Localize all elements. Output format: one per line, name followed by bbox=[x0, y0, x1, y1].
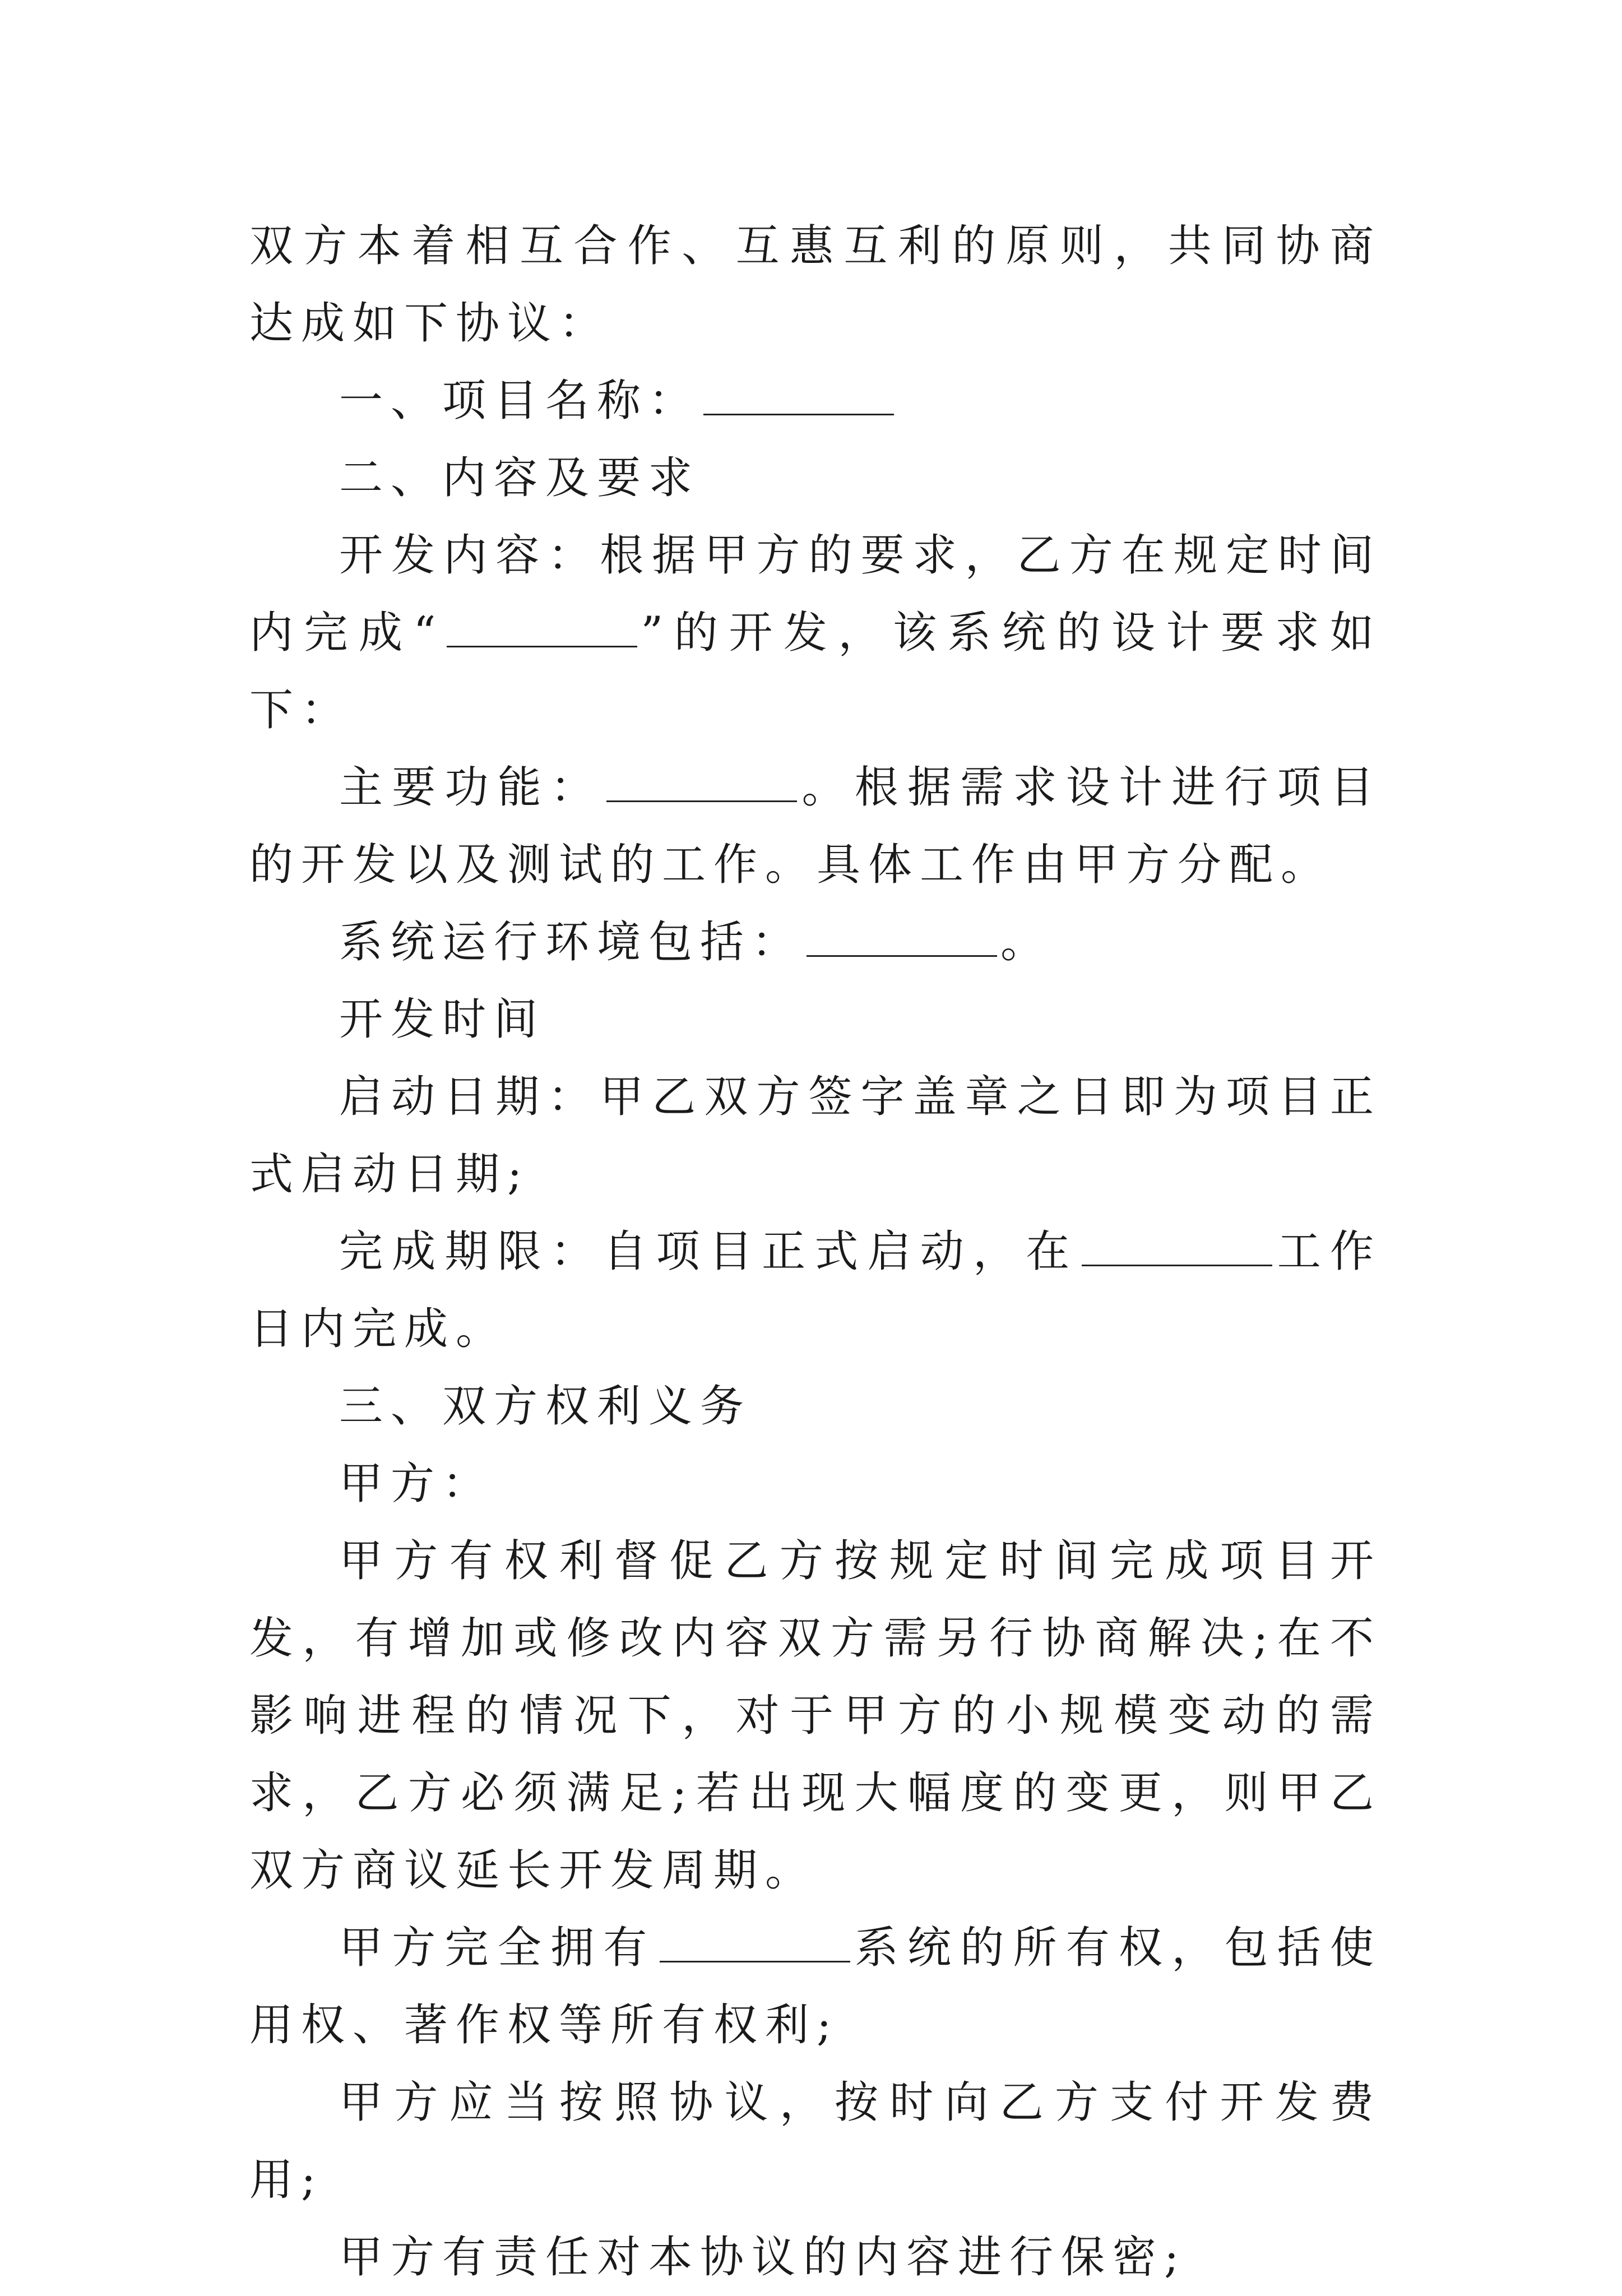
system-name-blank bbox=[447, 605, 637, 647]
ownership-text-post: 系统的所有权，包括使用权、著作权等所有权利; bbox=[249, 1923, 1382, 2050]
main-function-blank bbox=[606, 760, 797, 802]
runtime-env-paragraph bbox=[249, 904, 1382, 981]
dev-content-text-pre: 开发内容：根据甲方的要求，乙方在规定时间内完成“ bbox=[249, 530, 1382, 658]
project-name-label: 一、项目名称： bbox=[339, 376, 701, 426]
runtime-env-blank bbox=[807, 915, 997, 957]
start-date-paragraph: 启动日期：甲乙双方签字盖章之日即为项目正式启动日期; bbox=[249, 1072, 1382, 1200]
dev-content-paragraph bbox=[249, 517, 1382, 749]
confidentiality-paragraph: 甲方有责任对本协议的内容进行保密; bbox=[339, 2232, 1187, 2283]
section-heading-rights: 三、双方权利义务 bbox=[339, 1381, 752, 1432]
runtime-env-end: 。 bbox=[1000, 917, 1053, 968]
project-name-blank bbox=[703, 373, 894, 415]
intro-paragraph: 双方本着相互合作、互惠互利的原则，共同协商达成如下协议： bbox=[249, 221, 1382, 349]
workdays-blank bbox=[1082, 1224, 1272, 1266]
section-heading-content: 二、内容及要求 bbox=[339, 453, 701, 503]
project-name-line bbox=[249, 362, 1382, 439]
deadline-text-pre: 完成期限：自项目正式启动，在 bbox=[339, 1226, 1079, 1277]
deadline-text-post: 工作日内完成。 bbox=[249, 1226, 1382, 1354]
payment-paragraph: 甲方应当按照协议，按时向乙方支付开发费用; bbox=[249, 2077, 1382, 2205]
dev-time-heading: 开发时间 bbox=[339, 994, 546, 1045]
runtime-env-label: 系统运行环境包括： bbox=[339, 917, 804, 968]
main-function-paragraph bbox=[249, 749, 1382, 904]
party-a-rights-paragraph: 甲方有权利督促乙方按规定时间完成项目开发，有增加或修改内容双方需另行协商解决;在不影响进程的情况下，对于甲方的小规模变动的需求，乙方必须满足;若出现大幅度的变更，则甲乙双方商议延长开发周期。 bbox=[249, 1536, 1382, 1896]
deadline-paragraph bbox=[249, 1213, 1382, 1368]
dev-content-text-post: ”的开发，该系统的设计要求如下： bbox=[249, 608, 1382, 735]
main-function-label: 主要功能： bbox=[339, 762, 604, 813]
party-a-heading: 甲方： bbox=[339, 1459, 494, 1509]
ownership-text-pre: 甲方完全拥有 bbox=[339, 1923, 656, 1973]
ownership-paragraph bbox=[249, 1909, 1382, 2064]
ownership-system-blank bbox=[660, 1920, 850, 1962]
main-function-text: 。根据需求设计进行项目的开发以及测试的工作。具体工作由甲方分配。 bbox=[249, 762, 1382, 890]
document-body bbox=[249, 207, 1382, 2296]
